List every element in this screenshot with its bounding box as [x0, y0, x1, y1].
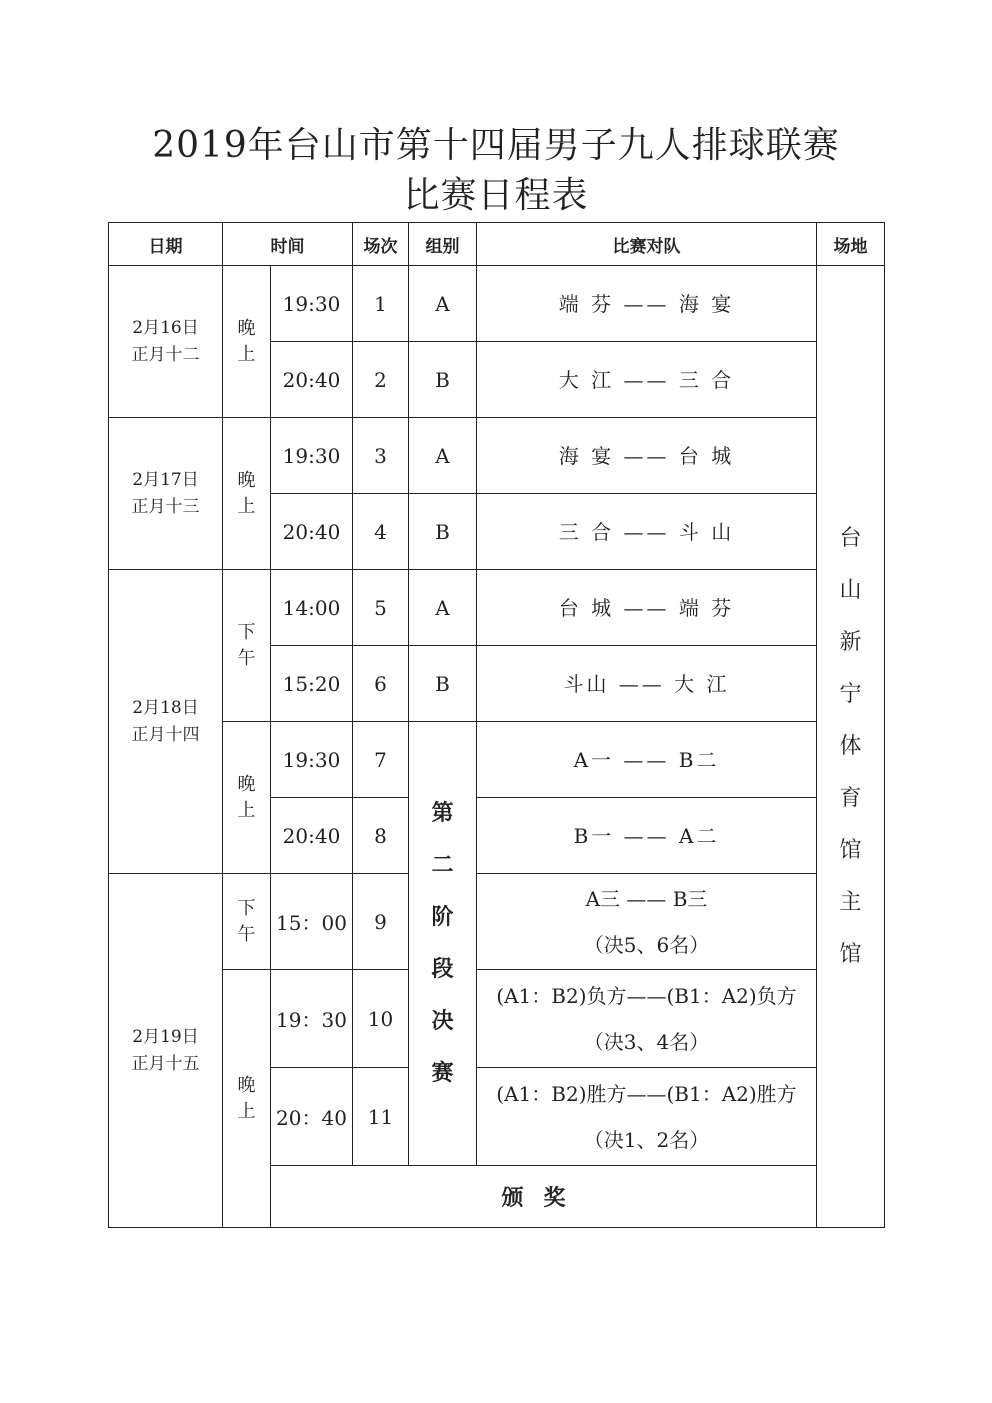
match-cell: 海 宴 —— 台 城 [477, 418, 817, 494]
match-cell: (A1：B2)胜方——(B1：A2)胜方 （决1、2名） [477, 1068, 817, 1166]
time-cell: 19:30 [271, 266, 353, 342]
date-cell: 2月16日 正月十二 [109, 266, 223, 418]
group-cell: A [409, 418, 477, 494]
match-cell: A三 —— B三 （决5、6名） [477, 874, 817, 970]
period-cell: 晚 上 [223, 970, 271, 1228]
header-row [109, 223, 885, 266]
period-cell: 晚 上 [223, 266, 271, 418]
header-group: 组别 [409, 223, 477, 266]
round-cell: 5 [353, 570, 409, 646]
header-date: 日期 [109, 223, 223, 266]
date-cell: 2月18日 正月十四 [109, 570, 223, 874]
header-round: 场次 [353, 223, 409, 266]
time-cell: 19:30 [271, 722, 353, 798]
time-cell: 15：00 [271, 874, 353, 970]
round-cell: 6 [353, 646, 409, 722]
page-title: 2019年台山市第十四届男子九人排球联赛 [152, 125, 840, 166]
match-cell: B一 —— A二 [477, 798, 817, 874]
group-cell: B [409, 646, 477, 722]
time-cell: 15:20 [271, 646, 353, 722]
table-row [109, 970, 885, 1068]
round-cell: 3 [353, 418, 409, 494]
match-cell: 斗山 —— 大 江 [477, 646, 817, 722]
header-teams: 比赛对队 [477, 223, 817, 266]
period-cell: 晚 上 [223, 722, 271, 874]
header-venue: 场地 [817, 223, 885, 266]
table-row [109, 570, 885, 646]
round-cell: 1 [353, 266, 409, 342]
match-cell: A一 —— B二 [477, 722, 817, 798]
award-cell: 颁奖 [271, 1166, 817, 1228]
match-cell: (A1：B2)负方——(B1：A2)负方 （决3、4名） [477, 970, 817, 1068]
round-cell: 4 [353, 494, 409, 570]
stage-cell: 第 二 阶 段 决 赛 [409, 722, 477, 1166]
match-cell: 台 城 —— 端 芬 [477, 570, 817, 646]
period-cell: 下 午 [223, 874, 271, 970]
table-row [109, 418, 885, 494]
round-cell: 7 [353, 722, 409, 798]
round-cell: 2 [353, 342, 409, 418]
group-cell: B [409, 494, 477, 570]
match-cell: 三 合 —— 斗 山 [477, 494, 817, 570]
date-cell: 2月17日 正月十三 [109, 418, 223, 570]
time-cell: 20:40 [271, 494, 353, 570]
time-cell: 19：30 [271, 970, 353, 1068]
round-cell: 10 [353, 970, 409, 1068]
group-cell: A [409, 570, 477, 646]
period-cell: 晚 上 [223, 418, 271, 570]
group-cell: B [409, 342, 477, 418]
page-subtitle: 比赛日程表 [403, 175, 589, 216]
table-row [109, 266, 885, 342]
match-cell: 端 芬 —— 海 宴 [477, 266, 817, 342]
header-time: 时间 [223, 223, 353, 266]
venue-cell: 台 山 新 宁 体 育 馆 主 馆 [817, 266, 885, 1228]
round-cell: 11 [353, 1068, 409, 1166]
time-cell: 14:00 [271, 570, 353, 646]
round-cell: 8 [353, 798, 409, 874]
round-cell: 9 [353, 874, 409, 970]
period-cell: 下 午 [223, 570, 271, 722]
table-row [109, 874, 885, 970]
time-cell: 20：40 [271, 1068, 353, 1166]
schedule-table [108, 222, 885, 1228]
time-cell: 19:30 [271, 418, 353, 494]
time-cell: 20:40 [271, 798, 353, 874]
table-row [109, 722, 885, 798]
date-cell: 2月19日 正月十五 [109, 874, 223, 1228]
group-cell: A [409, 266, 477, 342]
match-cell: 大 江 —— 三 合 [477, 342, 817, 418]
time-cell: 20:40 [271, 342, 353, 418]
